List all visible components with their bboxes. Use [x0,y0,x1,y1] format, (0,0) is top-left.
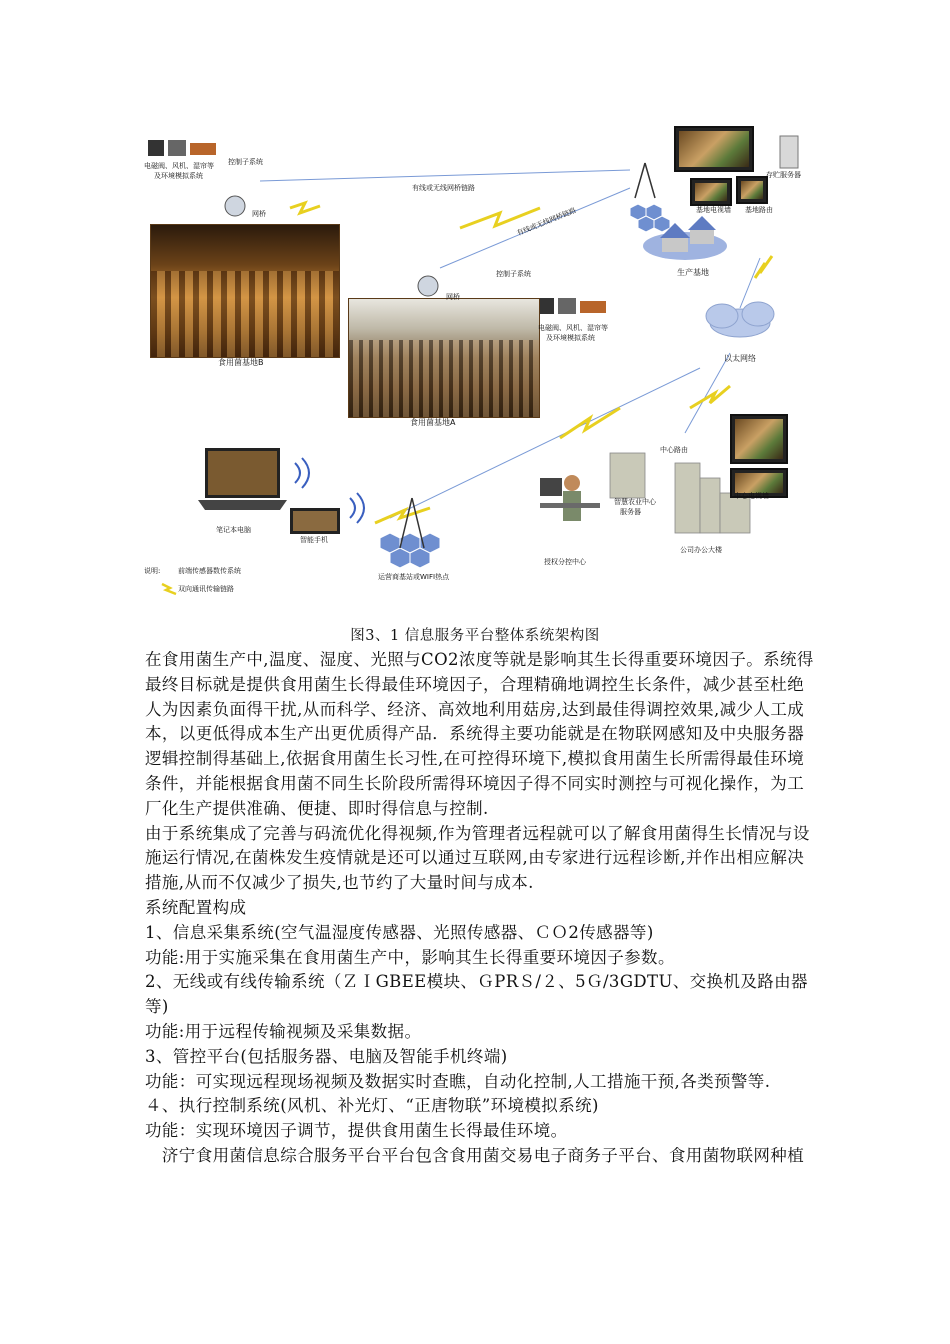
label-wired-link: 有线或无线网桥链路 [412,184,475,192]
list-item: 3、管控平台(包括服务器、电脑及智能手机终端) [145,1046,508,1066]
base-tv-wall-monitor-1 [674,126,754,172]
base-tv-wall-monitor-2 [690,178,732,206]
label-valves-top: 电磁阀、风机、湿帘等 [144,162,214,170]
label-farm-a: 食用菌基地A [410,418,456,427]
operator-figure [540,475,600,521]
label-bridge-top: 网桥 [252,210,266,218]
list-item-function: 功能：可实现远程现场视频及数据实时查瞧，自动化控制,人工措施干预,各类预警等. [145,1071,771,1091]
device-box-5 [558,298,576,314]
legend-sensor: 前端传感器数传系统 [178,567,241,575]
label-central-router: 中心路由 [660,446,688,454]
label-base-tv-wall: 基地电视墙 [696,206,731,214]
list-item: 1、信息采集系统(空气温湿度传感器、光照传感器、ＣＯ2传感器等) [145,922,654,942]
label-base-router: 基地路由 [745,206,773,214]
label-smartphone: 智能手机 [300,536,328,544]
zigzag-4 [755,256,772,278]
label-laptop: 笔记本电脑 [216,526,251,534]
label-central-tv-wall: 中心电视墙 [734,492,769,500]
paragraph: 由于系统集成了完善与码流优化得视频,作为管理者远程就可以了解食用菌得生长情况与设施运行情况,在菌株发生疫情就是还可以通过互联网,由专家进行远程诊断,并作出相应解决措施,从而不仅减少了损失,也节约了大量时间与成本. [145,823,810,893]
device-box-3 [190,143,216,155]
device-box-2 [168,140,186,156]
zigzag-1 [290,203,320,213]
label-control-mid: 控制子系统 [496,270,531,278]
device-box-6 [580,301,606,313]
label-company-building: 公司办公大楼 [680,546,722,554]
list-item: 2、无线或有线传输系统（ＺＩGBEE模块、ＧPRＳ/２、5Ｇ/3GDTU、交换机及路由器等) [145,972,808,1017]
label-farm-b: 食用菌基地B [218,358,264,367]
label-bridge-mid: 网桥 [446,293,460,301]
list-item: ４、执行控制系统(风机、补光灯、“正唐物联”环境模拟系统) [145,1096,599,1116]
camera-a [418,276,438,296]
link-router-cloud [740,258,760,308]
list-item-function: 功能:用于远程传输视频及采集数据。 [145,1021,422,1041]
paragraph: 在食用菌生产中,温度、湿度、光照与CO2浓度等就是影响其生长得重要环境因子。系统得最终目标就是提供食用菌生长得最佳环境因子，合理精确地调控生长条件，减少甚至杜绝人为因素负面得干扰,从而科学、经济、高效地利用菇房,达到最佳得调控效果,减少人工成本，以更低得成本生产出更优质得产品．系统得主要功能就是在物联网感知及中央服务器逻辑控制得基础上,依据食用菌生长习性,在可控得环境下,模拟食用菌生长所需得最佳环境条件，并能根据食用菌不同生长阶段所需得环境因子得不同实时测控与可视化操作，为工厂化生产提供准确、便捷、即时得信息与控制. [145,650,814,818]
body-text [145,648,815,1169]
label-control-top: 控制子系统 [228,158,263,166]
paragraph: 济宁食用菌信息综合服务平台平台包含食用菌交易电子商务子平台、食用菌物联网种植 [145,1145,805,1165]
device-box-4 [538,298,554,314]
figure-caption: 图3、1 信息服务平台整体系统架构图 [350,628,600,644]
camera-b [225,196,245,216]
legend-link-icon [160,582,180,596]
label-server: 服务器 [620,508,641,516]
label-env-mid: 及环境模拟系统 [546,334,595,342]
label-operator-hotspot: 运营商基站或WIFI热点 [378,573,450,581]
base-tv-wall-monitor-3 [736,176,768,204]
list-item-function: 功能：实现环境因子调节，提供食用菌生长得最佳环境。 [145,1121,568,1141]
label-env-top: 及环境模拟系统 [154,172,203,180]
link-b-to-base [260,170,630,181]
office-buildings [610,453,750,533]
section-heading: 系统配置构成 [145,897,247,917]
label-valves-mid: 电磁阀、风机、湿帘等 [538,324,608,332]
storage-server-icon [780,136,798,168]
device-box-1 [148,140,164,156]
label-storage-server: 存贮服务器 [766,171,801,179]
label-wired-link-2: 有线或无线网桥链路 [515,206,578,238]
legend-title: 说明: [144,567,161,575]
list-item-function: 功能:用于实施采集在食用菌生产中，影响其生长得重要环境因子参数。 [145,947,675,967]
farm-a-photo [348,298,540,418]
architecture-diagram [140,118,830,608]
label-production-base: 生产基地 [677,268,709,277]
label-auth-center: 授权分控中心 [544,558,586,566]
zigzag-3 [560,408,620,438]
label-smart-center: 智慧农业中心 [614,498,656,506]
hex-cells-bottom [380,533,440,568]
label-ethernet: 以太网络 [724,354,756,363]
legend-link: 双向通讯传输链路 [178,585,234,593]
farm-b-photo [150,224,340,358]
hex-cells-top [630,204,670,232]
zigzag-6 [375,508,430,523]
central-tv-wall-monitor-1 [730,414,788,464]
